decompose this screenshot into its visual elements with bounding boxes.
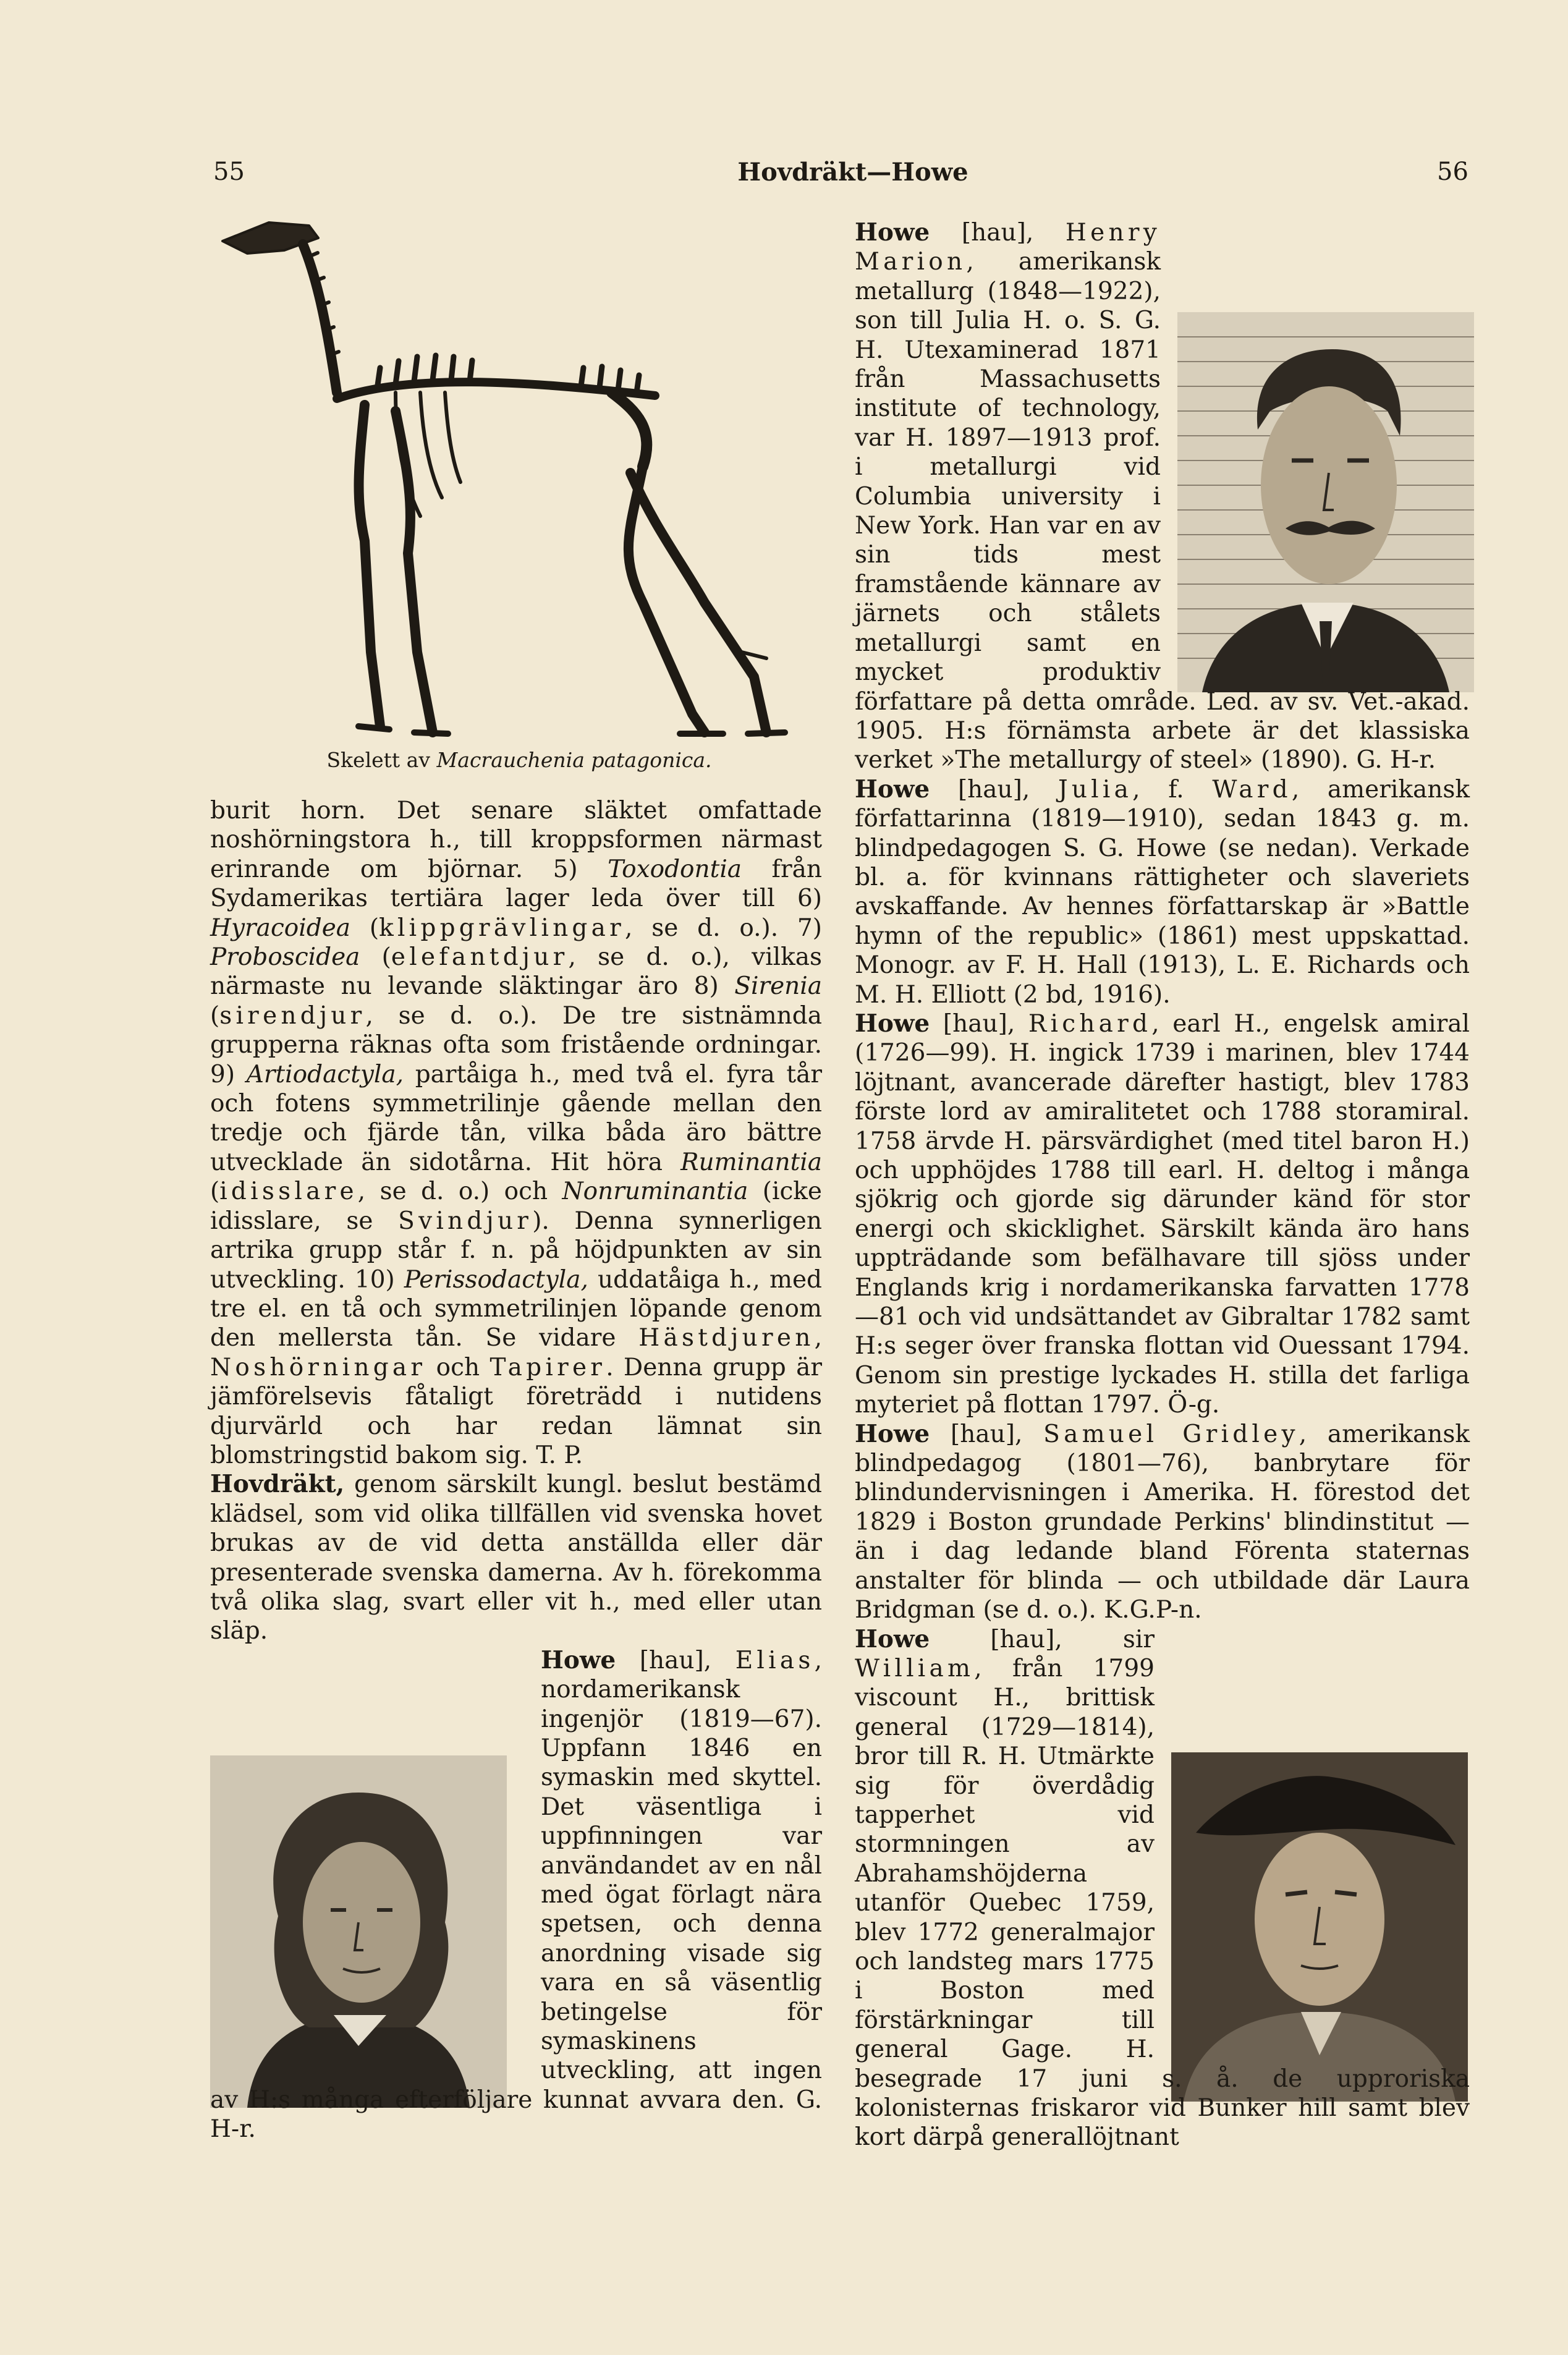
left-column — [210, 796, 822, 2144]
skeleton-illustration — [210, 207, 828, 751]
term-artiodactyla: Artiodactyla, — [246, 1060, 404, 1088]
entry-henry-marion-howe: Howe [hau], Henry Marion, amerikansk metallurg (1848—1922), son till Julia H. o. S. G. H. Utexaminerad 1871 från Massachusetts institute of technology, var H. 1897—1913 prof. i metallurgi vid Columbia university i New York. Han var en av sin tids mest framstående kännare av järnets och stålets metallurgi samt en mycket produktiv författare på detta område. Led. av sv. Vet.-akad. 1905. H:s förnämsta arbete är det klassiska verket »The metallurgy of steel» (1890). G. H-r. — [855, 218, 1470, 774]
headword-howe: Howe — [855, 774, 930, 804]
paragraph-hovdjur-continued: burit horn. Det senare släktet omfattade noshörningstora h., till kroppsformen närmast erinrande om björnar. 5) Toxodontia från Sydamerikas tertiära lager leda över till 6) Hyracoidea (klippgrävlingar, se d. o.). 7) Proboscidea (elefantdjur, se d. o.), vilkas närmaste nu levande släktingar äro 8) Sirenia (sirendjur, se d. o.). De tre sistnämnda grupperna räknas ofta som fristående ordningar. 9) Artiodactyla, partåiga h., med två el. fyra tår och fotens symmetrilinje gående mellan den tredje och fjärde tån, vilka båda äro bättre utvecklade än sidotårna. Hit höra Ruminantia (idisslare, se d. o.) och Nonruminantia (icke idisslare, se Svindjur). Denna synnerligen artrika grupp står f. n. på höjdpunkten av sin utveckling. 10) Perissodactyla, uddatåiga h., med tre el. en tå och symmetrilinjen löpande genom den mellersta tån. Se vidare Hästdjuren, Noshörningar och Tapirer. Denna grupp är jämförelsevis fåtaligt företrädd i nutidens djurvärld och har redan lämnat sin blomstringstid bakom sig. T. P. — [210, 797, 823, 1469]
caption-species: Macrauchenia patagonica. — [436, 748, 712, 772]
running-title: Hovdräkt—Howe — [737, 158, 968, 187]
skeleton-caption — [210, 748, 828, 772]
headword-howe: Howe — [855, 218, 930, 247]
entry-elias-howe: Howe [hau], Elias, nordamerikansk ingenjör (1819—67). Uppfann 1846 en symaskin med skyttel. Det väsentliga i uppfinningen var användandet av en nål med ögat förlagt nära spetsen, och denna anordning visade sig vara en så väsentlig betingelse för symaskinens utveckling, att ingen av H:s många efterföljare kunnat avvara den. G. H-r. — [210, 1645, 822, 2144]
name-richard: Richard — [1028, 1009, 1152, 1038]
name-julia: Julia — [1057, 775, 1133, 804]
term-nonruminantia: Nonruminantia — [562, 1178, 748, 1206]
term-sirenia: Sirenia — [734, 972, 822, 1001]
page-number-left: 55 — [213, 158, 245, 186]
ref-elefantdjur: elefantdjur — [391, 943, 569, 972]
ref-noshorningar: Noshörningar — [210, 1353, 426, 1381]
page-number-right: 56 — [1437, 158, 1468, 186]
ref-klippgravlingar: klippgrävlingar — [379, 914, 625, 942]
portrait-space-henry — [1161, 306, 1470, 671]
right-column — [855, 218, 1470, 2152]
term-proboscidea: Proboscidea — [210, 943, 360, 972]
portrait-space-william — [1155, 1684, 1470, 2055]
ref-sirendjur: sirendjur — [219, 1001, 366, 1030]
headword-howe: Howe — [855, 1419, 930, 1448]
headword-hovdrakt: Hovdräkt, — [210, 1470, 345, 1499]
entry-richard-howe: Howe [hau], Richard, earl H., engelsk amiral (1726—99). H. ingick 1739 i marinen, blev 1744 löjtnant, avancerade därefter hastigt, blev 1783 förste lord av amiralitetet och 1788 storamiral. 1758 ärvde H. pärsvärdighet (med titel baron H.) och upphöjdes 1788 till earl. H. deltog i många sjökrig och gjorde sig därunder känd för stor energi och skicklighet. Särskilt kända äro hans uppträdande som befälhavare till sjöss under Englands krig i nordamerikanska farvatten 1778—81 och vid undsättandet av Gibraltar 1782 samt H:s seger över franska flottan vid Ouessant 1794. Genom sin prestige lyckades H. stilla det farliga myteriet på flottan 1797. Ö-g. — [855, 1009, 1470, 1419]
headword-howe: Howe — [541, 1645, 616, 1674]
portrait-space-elias — [210, 1705, 541, 2076]
name-william: William — [855, 1654, 975, 1682]
name-elias: Elias — [735, 1646, 815, 1674]
ref-tapirer: Tapirer — [489, 1353, 606, 1381]
term-perissodactyla: Perissodactyla, — [404, 1265, 588, 1294]
entry-julia-howe: Howe [hau], Julia, f. Ward, amerikansk författarinna (1819—1910), sedan 1843 g. m. blindpedagogen S. G. Howe (se nedan). Verkade bl. a. för kvinnans rättigheter och slaveriets avskaffande. Av hennes författarskap är »Battle hymn of the republic» (1861) mest uppskattad. Monogr. av F. H. Hall (1913), L. E. Richards och M. H. Elliott (2 bd, 1916). — [855, 774, 1470, 1009]
name-samuel-gridley: Samuel Gridley — [1043, 1420, 1299, 1448]
name-ward: Ward — [1212, 775, 1292, 804]
headword-howe: Howe — [855, 1009, 930, 1038]
term-toxodontia: Toxodontia — [608, 855, 742, 883]
caption-prefix: Skelett av — [326, 748, 437, 772]
entry-samuel-gridley-howe: Howe [hau], Samuel Gridley, amerikansk blindpedagog (1801—76), banbrytare för blindundervisningen i Amerika. H. förestod det 1829 i Boston grundade Perkins' blindinstitut — än i dag ledande bland Förenta staternas anstalter för blinda — och utbildade där Laura Bridgman (se d. o.). K.G.P-n. — [855, 1419, 1470, 1624]
term-ruminantia: Ruminantia — [680, 1148, 822, 1176]
ref-hastdjuren: Hästdjuren — [638, 1324, 815, 1352]
ref-svindjur: Svindjur — [398, 1207, 533, 1235]
name-henry-marion: Henry Marion — [855, 219, 1161, 276]
ref-idisslare: idisslare — [219, 1178, 358, 1206]
term-hyracoidea: Hyracoidea — [210, 914, 351, 942]
entry-hovdrakt: Hovdräkt, genom särskilt kungl. beslut bestämd klädsel, som vid olika tillfällen vid svenska hovet brukas av de vid detta anställda eller där presenterade svenska damerna. Av h. förekomma två olika slag, svart eller vit h., med eller utan släp. — [210, 1470, 822, 1645]
headword-howe: Howe — [855, 1624, 930, 1653]
entry-william-howe: Howe [hau], sir William, från 1799 viscount H., brittisk general (1729—1814), bror till R. H. Utmärkte sig för överdådig tapperhet vid stormningen av Abrahamshöjderna utanför Quebec 1759, blev 1772 generalmajor och landsteg mars 1775 i Boston med förstärkningar till general Gage. H. besegrade 17 juni s. å. de upproriska kolonisternas friskaror vid Bunker hill samt blev kort därpå generallöjtnant — [855, 1624, 1470, 2152]
